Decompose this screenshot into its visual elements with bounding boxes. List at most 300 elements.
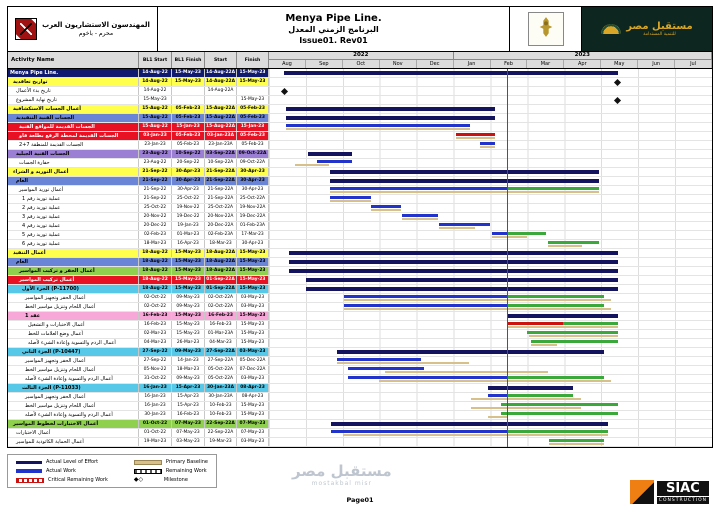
activity-name-cell: أعمال توريد المواسير	[8, 186, 139, 194]
date-cell: 05-Oct-22A	[205, 366, 237, 374]
gantt-row	[269, 411, 712, 419]
date-cell: 15-Apr-23	[172, 402, 205, 410]
gantt-bar-critical	[508, 322, 563, 325]
date-cell: 01-Mar-23	[172, 231, 205, 239]
column-header: BL1 Start	[139, 52, 172, 68]
ace-company-name: المهندسون الاستشاريون العرب	[42, 20, 150, 29]
date-cell: 23-Jan-23	[139, 141, 172, 149]
date-cell: 25-Oct-22A	[237, 195, 269, 203]
date-cell: 15-Apr-23	[172, 384, 205, 392]
date-cell: 25-Oct-22A	[205, 204, 237, 212]
eagle-emblem-icon	[528, 12, 564, 46]
siac-logo	[630, 480, 709, 504]
date-cell: 21-Sep-22	[139, 168, 172, 176]
gantt-bar-baseline	[548, 245, 583, 247]
gantt-bar-baseline	[439, 227, 475, 229]
date-cell: 18-Aug-22	[139, 267, 172, 275]
gantt-bar-remaining	[548, 241, 599, 244]
legend-symbol-remaining	[134, 469, 162, 474]
watermark-latin: mostakbal misr	[311, 480, 372, 487]
activity-name-cell: الجسات الفنية التنفيذية	[8, 114, 139, 122]
gantt-bar-baseline	[402, 218, 438, 220]
date-cell: 02-Mar-23	[139, 330, 172, 338]
date-cell: 19-Mar-23	[139, 438, 172, 446]
legend-label: Primary Baseline	[165, 459, 208, 465]
gantt-bar-baseline	[508, 326, 618, 328]
date-cell: 30-Apr-23	[172, 186, 205, 194]
activity-name-cell: Menya Pipe Line.	[8, 69, 139, 77]
activity-name-cell: حفارة الجسات	[8, 159, 139, 167]
gantt-bar-actual	[317, 160, 353, 163]
date-cell: 10-Feb-23	[205, 411, 237, 419]
date-cell: 01-Mar-23A	[205, 330, 237, 338]
gantt-row	[269, 375, 712, 383]
date-cell: 03-May-23	[237, 303, 269, 311]
gantt-bar-remaining	[563, 322, 618, 325]
month-label: Sep	[306, 60, 343, 68]
gantt-bar-critical	[456, 133, 495, 136]
timeline-header	[269, 52, 712, 68]
date-cell: 02-Oct-22	[139, 303, 172, 311]
date-cell: 15-May-23	[237, 78, 269, 86]
gantt-row	[269, 159, 712, 167]
gantt-bar-baseline	[471, 407, 581, 409]
activity-row	[8, 429, 712, 438]
month-label: Apr	[564, 60, 601, 68]
date-cell: 01-Feb-23A	[237, 222, 269, 230]
date-cell: 02-Oct-22	[139, 294, 172, 302]
date-cell: 16-Jan-23	[139, 384, 172, 392]
activity-name-cell: تاريخ بدء الأعمال	[8, 87, 139, 95]
legend-item	[16, 468, 108, 474]
activity-name-cell: تاريخ نهاية المشروع	[8, 96, 139, 104]
date-cell: 01-Oct-22	[139, 420, 172, 428]
gantt-row	[269, 258, 712, 266]
activity-name-cell: عملية توريد رقم 4	[8, 222, 139, 230]
month-row	[269, 60, 712, 68]
gantt-bar-baseline	[371, 209, 401, 211]
activity-name-cell: عقد 1	[8, 312, 139, 320]
date-cell: 15-May-23	[237, 321, 269, 329]
gantt-bar-actual	[344, 295, 507, 298]
page-header	[7, 6, 713, 52]
date-cell: 16-Feb-23	[139, 321, 172, 329]
activity-row	[8, 348, 712, 357]
date-cell: 18-Aug-22A	[205, 267, 237, 275]
date-cell: 16-Feb-23	[205, 321, 237, 329]
activity-row	[8, 375, 712, 384]
activity-name-cell: تواريخ تعاقدية	[8, 78, 139, 86]
gantt-row	[269, 186, 712, 194]
date-cell: 15-May-23	[172, 258, 205, 266]
date-cell	[205, 96, 237, 104]
issue-label: Issue01. Rev01	[299, 35, 368, 45]
date-cell: 15-May-23	[237, 402, 269, 410]
legend-symbol-milestone: ◆◇	[133, 476, 144, 483]
date-cell: 19-Dec-22	[172, 213, 205, 221]
activity-row	[8, 258, 712, 267]
chart-body	[8, 69, 712, 447]
gantt-bar-baseline	[456, 137, 495, 139]
date-cell: 09-May-23	[172, 303, 205, 311]
activity-row	[8, 186, 712, 195]
date-cell: 15-May-23	[237, 69, 269, 77]
gantt-bar-baseline	[385, 371, 548, 373]
activity-name-cell: أعمال الحفر و تركيب المواسير	[8, 267, 139, 275]
date-cell: 08-Apr-23	[237, 384, 269, 392]
date-cell: 02-Oct-22A	[205, 303, 237, 311]
gantt-bar-remaining	[527, 331, 618, 334]
date-cell: 03-May-23	[237, 294, 269, 302]
gantt-bar-actual	[439, 223, 490, 226]
date-cell: 19-Mar-23	[205, 438, 237, 446]
date-cell: 27-Sep-22A	[205, 348, 237, 356]
date-cell: 30-Jan-23A	[205, 393, 237, 401]
gantt-bar-actual	[344, 304, 507, 307]
date-cell: 27-Sep-22A	[205, 357, 237, 365]
date-cell: 05-Feb-23	[237, 132, 269, 140]
milestone-icon	[614, 96, 621, 103]
activity-row	[8, 393, 712, 402]
siac-text	[657, 481, 709, 504]
gantt-bar-baseline	[337, 362, 469, 364]
ace-logo-box	[8, 7, 158, 51]
gantt-bar-actual	[480, 142, 495, 145]
date-cell: 14-Aug-22A	[205, 78, 237, 86]
gantt-row	[269, 393, 712, 401]
date-cell: 15-May-23	[172, 285, 205, 293]
activity-name-cell: أعمال اللحام وتنزيل مواسير الخط	[8, 402, 139, 410]
date-cell: 03-May-23	[237, 438, 269, 446]
date-cell: 21-Sep-22	[139, 177, 172, 185]
date-cell: 05-Feb-23	[172, 114, 205, 122]
activity-name-cell: أعمال الحماية الكاثودية للمواسير	[8, 438, 139, 446]
gantt-bar-remaining	[507, 376, 603, 379]
date-cell: 20-Nov-22A	[205, 213, 237, 221]
activity-row	[8, 159, 712, 168]
date-cell: 15-May-23	[237, 96, 269, 104]
gantt-row	[269, 150, 712, 158]
date-cell: 16-Feb-23	[172, 411, 205, 419]
gantt-row	[269, 69, 712, 77]
gantt-bar-baseline	[379, 380, 611, 382]
page-footer	[7, 450, 713, 508]
date-cell: 15-Aug-22	[139, 114, 172, 122]
gantt-bar-actual	[286, 124, 471, 127]
gantt-row	[269, 168, 712, 176]
date-cell: 18-Aug-22A	[205, 249, 237, 257]
gantt-row	[269, 114, 712, 122]
date-cell: 30-Apr-23	[237, 168, 269, 176]
date-cell: 19-Dec-22A	[237, 213, 269, 221]
milestone-icon	[281, 87, 288, 94]
date-cell: 03-May-23	[237, 348, 269, 356]
date-cell: 10-Feb-23	[205, 402, 237, 410]
date-cell: 05-Feb-23	[237, 114, 269, 122]
date-cell: 15-May-23	[237, 339, 269, 347]
date-cell: 18-Aug-22	[139, 276, 172, 284]
activity-row	[8, 114, 712, 123]
activity-row	[8, 294, 712, 303]
legend-symbol-actual	[16, 469, 42, 473]
gantt-bar-actual	[488, 394, 507, 397]
activity-row	[8, 366, 712, 375]
date-cell: 03-May-23	[172, 438, 205, 446]
gantt-row	[269, 429, 712, 437]
month-label: Nov	[380, 60, 417, 68]
date-cell: 18-Mar-23	[139, 240, 172, 248]
gantt-chart	[7, 52, 713, 448]
activity-name-cell: الجسات القديمة للمواقع الفنية	[8, 123, 139, 131]
month-label: Feb	[491, 60, 528, 68]
gantt-row	[269, 123, 712, 131]
gantt-bar-baseline	[286, 128, 471, 130]
date-cell: 14-Aug-22A	[205, 69, 237, 77]
date-cell: 15-May-23	[237, 411, 269, 419]
activity-row	[8, 177, 712, 186]
date-cell	[172, 96, 205, 104]
column-header: Finish	[237, 52, 269, 68]
date-cell	[237, 87, 269, 95]
gantt-row	[269, 240, 712, 248]
gantt-row	[269, 366, 712, 374]
gantt-row	[269, 231, 712, 239]
date-cell: 02-Oct-22A	[205, 294, 237, 302]
gantt-row	[269, 384, 712, 392]
date-cell: 15-May-23	[139, 96, 172, 104]
date-cell: 09-Oct-22A	[237, 159, 269, 167]
gantt-bar-summary	[308, 152, 352, 156]
column-header: BL1 Finish	[172, 52, 205, 68]
gantt-bar-baseline	[531, 344, 557, 346]
gantt-bar-summary	[330, 179, 599, 183]
date-cell: 04-Mar-23	[205, 339, 237, 347]
date-cell: 15-May-23	[172, 276, 205, 284]
activity-name-cell: الجزء الثاني (P-10447)	[8, 348, 139, 356]
activity-name-cell: العام	[8, 177, 139, 185]
gantt-row	[269, 294, 712, 302]
gantt-bar-actual	[330, 187, 507, 190]
gantt-row	[269, 285, 712, 293]
activity-name-cell: أعمال الحفر وتجهيز المواسير	[8, 393, 139, 401]
gantt-bar-baseline	[344, 299, 611, 301]
siac-subtitle: CONSTRUCTION	[658, 497, 707, 503]
date-cell	[172, 87, 205, 95]
date-cell: 01-Oct-22	[139, 429, 172, 437]
date-cell: 30-Apr-23	[237, 186, 269, 194]
date-cell: 05-Feb-23	[237, 105, 269, 113]
date-cell: 26-Mar-23	[172, 339, 205, 347]
activity-name-cell: أعمال الحفر وتجهيز المواسير	[8, 357, 139, 365]
gantt-bar-baseline	[344, 308, 611, 310]
date-cell: 15-Apr-23	[172, 393, 205, 401]
gantt-bar-remaining	[531, 340, 618, 343]
date-cell: 14-Aug-22	[139, 78, 172, 86]
legend-label: Milestone	[163, 477, 188, 483]
mostakbal-misr-tagline: للتنمية المستدامة	[643, 32, 676, 37]
gantt-row	[269, 204, 712, 212]
activity-name-cell: أعمال الردم والتسوية وإعادة الشيء لأصله	[8, 375, 139, 383]
date-cell: 15-May-23	[237, 267, 269, 275]
ace-text	[42, 21, 150, 37]
activity-row	[8, 312, 712, 321]
date-cell: 23-Aug-22	[139, 150, 172, 158]
date-cell: 25-Oct-22	[139, 204, 172, 212]
date-cell: 14-Aug-22A	[205, 87, 237, 95]
gantt-row	[269, 339, 712, 347]
date-cell: 05-Dec-22A	[237, 357, 269, 365]
year-label: 2022	[269, 52, 454, 59]
gantt-row	[269, 222, 712, 230]
gantt-bar-actual	[330, 196, 372, 199]
gantt-bar-baseline	[295, 164, 328, 166]
gantt-bar-baseline	[471, 398, 581, 400]
activity-name-cell: عملية توريد رقم 1	[8, 195, 139, 203]
date-cell: 22-Sep-22A	[205, 429, 237, 437]
activity-name-cell: أعمال وضع العلامات للخط	[8, 330, 139, 338]
date-cell: 16-Jan-23	[139, 393, 172, 401]
date-cell: 03-Sep-22A	[205, 150, 237, 158]
ace-company-sub: محرم - باخوم	[78, 29, 114, 37]
date-cell: 15-May-23	[172, 312, 205, 320]
gantt-bar-remaining	[507, 232, 546, 235]
gantt-bar-baseline	[488, 416, 508, 418]
date-cell: 23-Jan-23A	[205, 141, 237, 149]
date-cell: 07-May-23	[237, 429, 269, 437]
gantt-bar-actual	[348, 376, 508, 379]
month-label: Oct	[343, 60, 380, 68]
month-label: Jun	[638, 60, 675, 68]
activity-row	[8, 240, 712, 249]
gantt-row	[269, 357, 712, 365]
activity-name-cell: الجزء الأول (P-11700)	[8, 285, 139, 293]
gantt-row	[269, 249, 712, 257]
activity-row	[8, 87, 712, 96]
activity-row	[8, 69, 712, 78]
date-cell: 07-May-23	[172, 420, 205, 428]
activity-name-cell: أعمال التوريد و الشراء	[8, 168, 139, 176]
watermark-arabic: مستقبل مصر	[292, 462, 392, 480]
activity-row	[8, 276, 712, 285]
activity-name-cell: أعمال التنفيذ	[8, 249, 139, 257]
date-cell: 27-Sep-22	[139, 348, 172, 356]
month-label: Jan	[454, 60, 491, 68]
date-cell: 21-Sep-22A	[205, 186, 237, 194]
date-cell: 15-Aug-22A	[205, 123, 237, 131]
date-cell: 07-Dec-22A	[237, 366, 269, 374]
date-cell: 03-Jan-23A	[205, 132, 237, 140]
gantt-bar-actual	[337, 358, 422, 361]
date-cell: 30-Apr-23	[172, 177, 205, 185]
activity-name-cell: أعمال الحفر وتجهيز المواسير	[8, 294, 139, 302]
bar-legend	[7, 454, 217, 488]
date-cell: 30-Apr-23	[237, 240, 269, 248]
gantt-bar-remaining	[501, 412, 618, 415]
month-label: Dec	[417, 60, 454, 68]
activity-row	[8, 384, 712, 393]
legend-symbol-baseline	[134, 460, 162, 465]
activity-row	[8, 123, 712, 132]
activity-row	[8, 231, 712, 240]
date-cell: 10-Sep-22A	[205, 159, 237, 167]
activity-row	[8, 321, 712, 330]
activity-row	[8, 330, 712, 339]
gantt-bar-remaining	[507, 394, 572, 397]
gantt-bar-summary	[488, 386, 573, 390]
gantt-row	[269, 141, 712, 149]
gantt-bar-summary	[306, 278, 618, 282]
gantt-row	[269, 96, 712, 104]
gantt-bar-actual	[371, 205, 401, 208]
date-cell: 19-Nov-22	[172, 204, 205, 212]
gantt-row	[269, 303, 712, 311]
legend-item	[16, 477, 108, 483]
gantt-bar-summary	[286, 107, 496, 111]
date-cell: 18-Aug-22	[139, 285, 172, 293]
date-cell: 05-Feb-23	[172, 132, 205, 140]
date-cell: 10-Sep-22	[172, 150, 205, 158]
gantt-row	[269, 78, 712, 86]
date-cell: 21-Sep-22A	[205, 195, 237, 203]
date-cell: 30-Jan-23A	[205, 384, 237, 392]
date-cell: 30-Apr-23	[172, 168, 205, 176]
date-cell: 15-Aug-22	[139, 105, 172, 113]
activity-row	[8, 249, 712, 258]
page-number: Page01	[346, 496, 374, 504]
activity-name-cell: عملية توريد رقم 5	[8, 231, 139, 239]
project-title: Menya Pipe Line.	[285, 13, 382, 25]
date-cell: 16-Jan-23	[139, 402, 172, 410]
gantt-row	[269, 321, 712, 329]
date-cell: 15-Aug-22A	[205, 105, 237, 113]
activity-name-cell: أعمال الاختبارات	[8, 429, 139, 437]
activity-rows	[8, 69, 712, 447]
date-cell: 25-Oct-22	[172, 195, 205, 203]
date-cell: 27-Sep-22	[139, 357, 172, 365]
activity-row	[8, 150, 712, 159]
date-cell: 30-Jan-23	[139, 411, 172, 419]
activity-row	[8, 339, 712, 348]
activity-row	[8, 195, 712, 204]
gantt-bar-actual	[331, 430, 507, 433]
gantt-bar-summary	[337, 350, 604, 354]
date-cell: 02-Feb-23A	[205, 231, 237, 239]
gantt-bar-baseline	[330, 191, 599, 193]
gantt-bar-summary	[289, 269, 618, 273]
gantt-bar-summary	[330, 170, 599, 174]
legend-label: Critical Remaining Work	[48, 477, 108, 483]
activity-name-cell: الجسات الفنية الجبلية	[8, 150, 139, 158]
month-label: Mar	[527, 60, 564, 68]
legend-item	[134, 468, 208, 474]
gantt-bar-actual	[492, 232, 507, 235]
date-cell: 09-May-23	[172, 348, 205, 356]
gantt-bar-summary	[306, 287, 618, 291]
date-cell: 18-Aug-22	[139, 249, 172, 257]
siac-logo-icon	[630, 480, 654, 504]
date-cell: 18-Mar-23	[205, 240, 237, 248]
siac-name: SIAC	[657, 481, 709, 496]
gantt-row	[269, 195, 712, 203]
gantt-bar-baseline	[330, 200, 372, 202]
activity-name-cell: الجزء الثالث (P-11033)	[8, 384, 139, 392]
gantt-bar-baseline	[529, 335, 618, 337]
gantt-bar-summary	[508, 314, 618, 318]
gantt-bar-remaining	[549, 439, 604, 442]
date-cell: 05-Nov-22	[139, 366, 172, 374]
activity-row	[8, 402, 712, 411]
date-cell: 15-May-23	[237, 285, 269, 293]
